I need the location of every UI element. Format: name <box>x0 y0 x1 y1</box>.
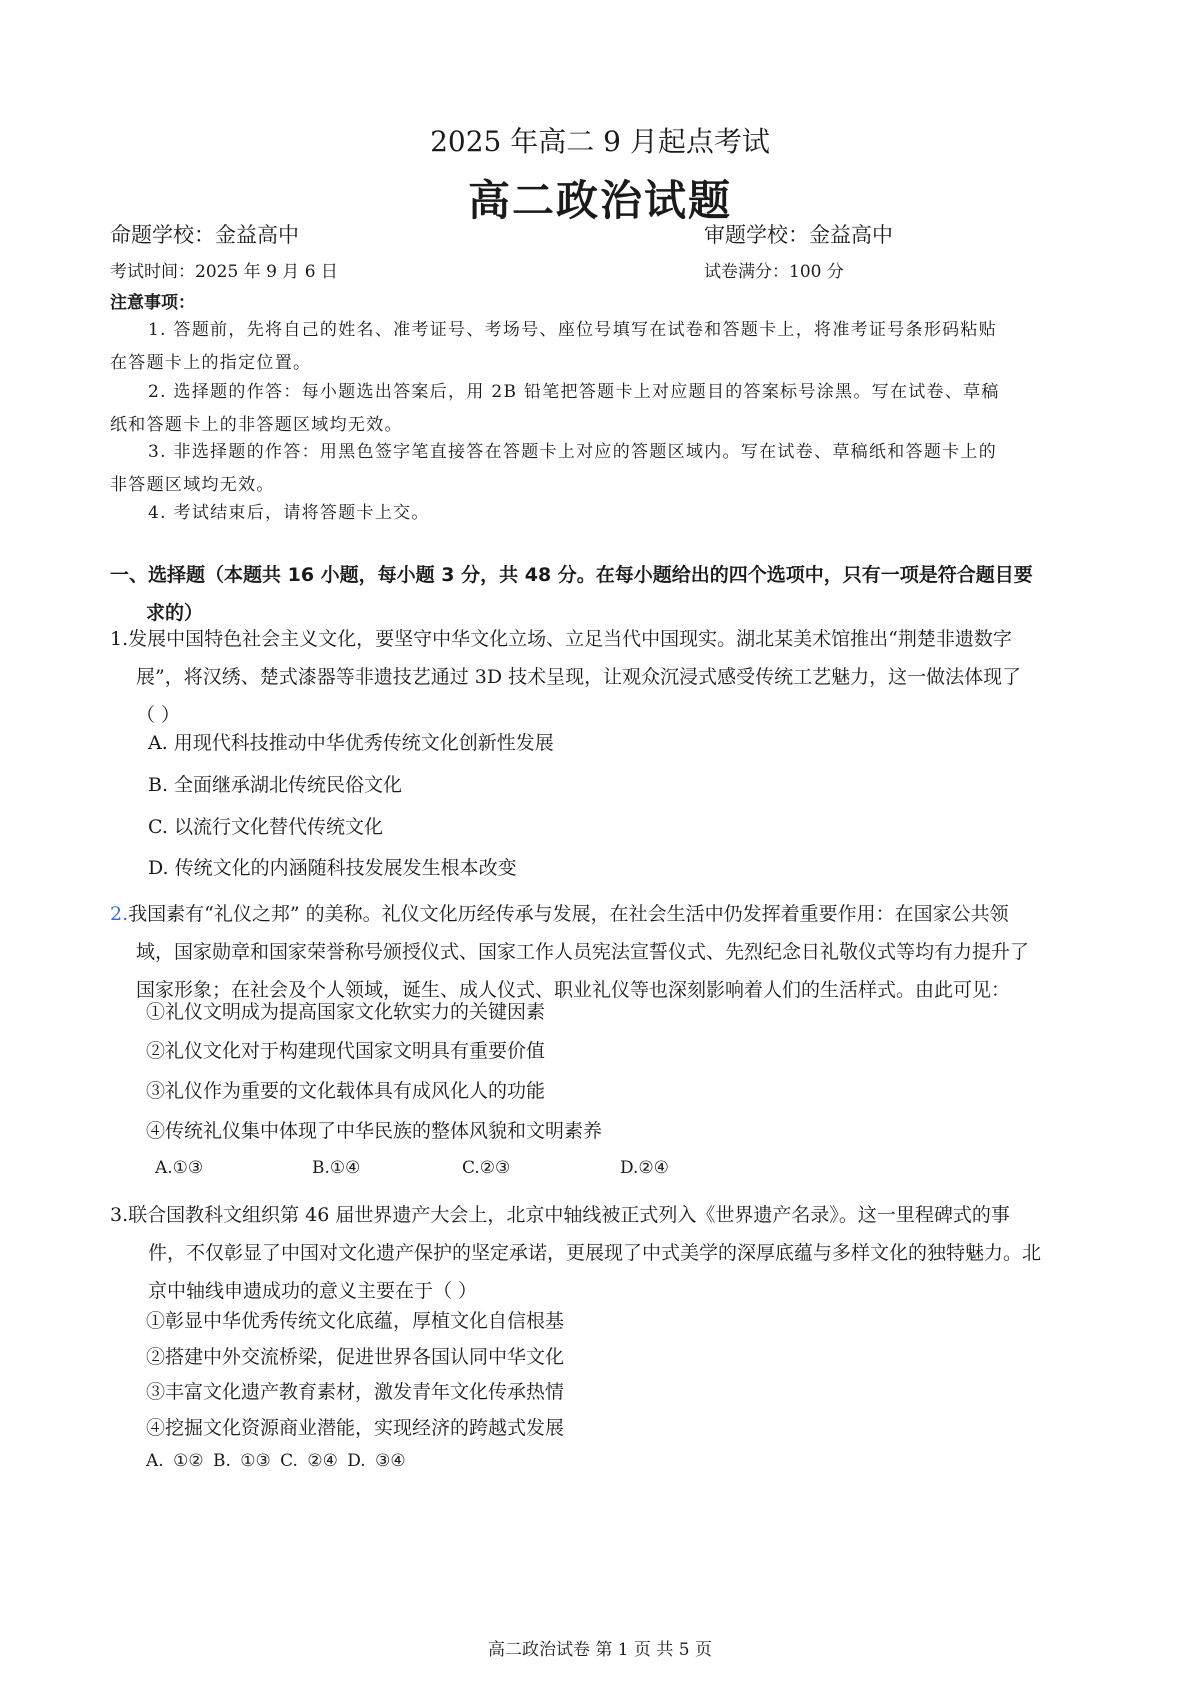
question-2-choice-a: A.①③ <box>155 1158 204 1178</box>
question-3-statement-3: ③丰富文化遗产教育素材，激发青年文化传承热情 <box>146 1381 565 1403</box>
question-3-statement-1: ①彰显中华优秀传统文化底蕴，厚植文化自信根基 <box>146 1310 565 1332</box>
notice-item: 2. 选择题的作答：每小题选出答案后，用 2B 铅笔把答题卡上对应题目的答案标号涂黑。写在试卷、草稿纸和答题卡上的非答题区域均无效。 <box>110 382 1000 435</box>
section-heading: 一、选择题（本题共 16 小题，每小题 3 分，共 48 分。在每小题给出的四个选项中，只有一项是符合题目要求的） <box>110 564 1033 624</box>
question-3-stem <box>110 1196 1043 1310</box>
question-2-choice-d: D.②④ <box>620 1158 669 1178</box>
question-1-option-b: B. 全面继承湖北传统民俗文化 <box>148 774 403 796</box>
question-text: 联合国教科文组织第 46 届世界遗产大会上，北京中轴线被正式列入《世界遗产名录》。这一里程碑式的事件，不仅彰显了中国对文化遗产保护的坚定承诺，更展现了中式美学的深厚底蕴与多样文化的独特魅力。北京中轴线申遗成功的意义主要在于（ ） <box>128 1204 1042 1302</box>
question-2-stem <box>110 895 1031 1009</box>
question-text: 我国素有“礼仪之邦” 的美称。礼仪文化历经传承与发展，在社会生活中仍发挥着重要作用：在国家公共领域，国家勋章和国家荣誉称号颁授仪式、国家工作人员宪法宣誓仪式、先烈纪念日礼敬仪式等均有力提升了国家形象；在社会及个人领域，诞生、成人仪式、职业礼仪等也深刻影响着人们的生活样式。由此可见： <box>128 903 1030 1001</box>
question-2-statement-2: ②礼仪文化对于构建现代国家文明具有重要价值 <box>146 1040 546 1062</box>
exam-title: 2025 年高二 9 月起点考试 <box>430 125 770 158</box>
question-1-option-c: C. 以流行文化替代传统文化 <box>148 816 383 838</box>
subject-title: 高二政治试题 <box>467 176 732 225</box>
notice-item: 4. 考试结束后，请将答题卡上交。 <box>148 503 430 523</box>
question-text: 发展中国特色社会主义文化，要坚守中华文化立场、立足当代中国现实。湖北某美术馆推出“荆楚非遗数字展”，将汉绣、楚式漆器等非遗技艺通过 3D 技术呈现，让观众沉浸式感受传统工艺魅力，这一做法体现了（ ） <box>128 628 1022 726</box>
question-2-choice-c: C.②③ <box>462 1158 511 1178</box>
question-2-choice-b: B.①④ <box>312 1158 361 1178</box>
full-score: 试卷满分：100 分 <box>704 262 844 282</box>
setter-school: 命题学校：金益高中 <box>110 223 299 247</box>
question-3-statement-4: ④挖掘文化资源商业潜能，实现经济的跨越式发展 <box>146 1417 565 1439</box>
notice-item: 1. 答题前，先将自己的姓名、准考证号、考场号、座位号填写在试卷和答题卡上，将准考证号条形码粘贴在答题卡上的指定位置。 <box>110 320 998 373</box>
notice-item: 3. 非选择题的作答：用黑色签字笔直接答在答题卡上对应的答题区域内。写在试卷、草稿纸和答题卡上的非答题区域均无效。 <box>110 442 998 495</box>
page-footer: 高二政治试卷 第 1 页 共 5 页 <box>487 1640 713 1660</box>
question-2-statement-1: ①礼仪文明成为提高国家文化软实力的关键因素 <box>146 1001 546 1023</box>
question-3-choices: A. ①② B. ①③ C. ②④ D. ③④ <box>146 1451 406 1471</box>
question-2-statement-3: ③礼仪作为重要的文化载体具有成风化人的功能 <box>146 1080 546 1102</box>
question-number: 3. <box>110 1204 129 1226</box>
question-1-option-d: D. 传统文化的内涵随科技发展发生根本改变 <box>148 857 517 879</box>
notice-heading: 注意事项： <box>110 293 195 313</box>
question-1-option-a: A. 用现代科技推动中华优秀传统文化创新性发展 <box>148 732 554 754</box>
exam-date: 考试时间：2025 年 9 月 6 日 <box>110 262 338 282</box>
reviewer-school: 审题学校：金益高中 <box>704 223 893 247</box>
question-3-statement-2: ②搭建中外交流桥梁，促进世界各国认同中华文化 <box>146 1346 565 1368</box>
question-number: 1. <box>110 628 129 650</box>
question-2-statement-4: ④传统礼仪集中体现了中华民族的整体风貌和文明素养 <box>146 1120 603 1142</box>
question-1-stem <box>110 620 1031 734</box>
question-number: 2. <box>110 903 129 925</box>
